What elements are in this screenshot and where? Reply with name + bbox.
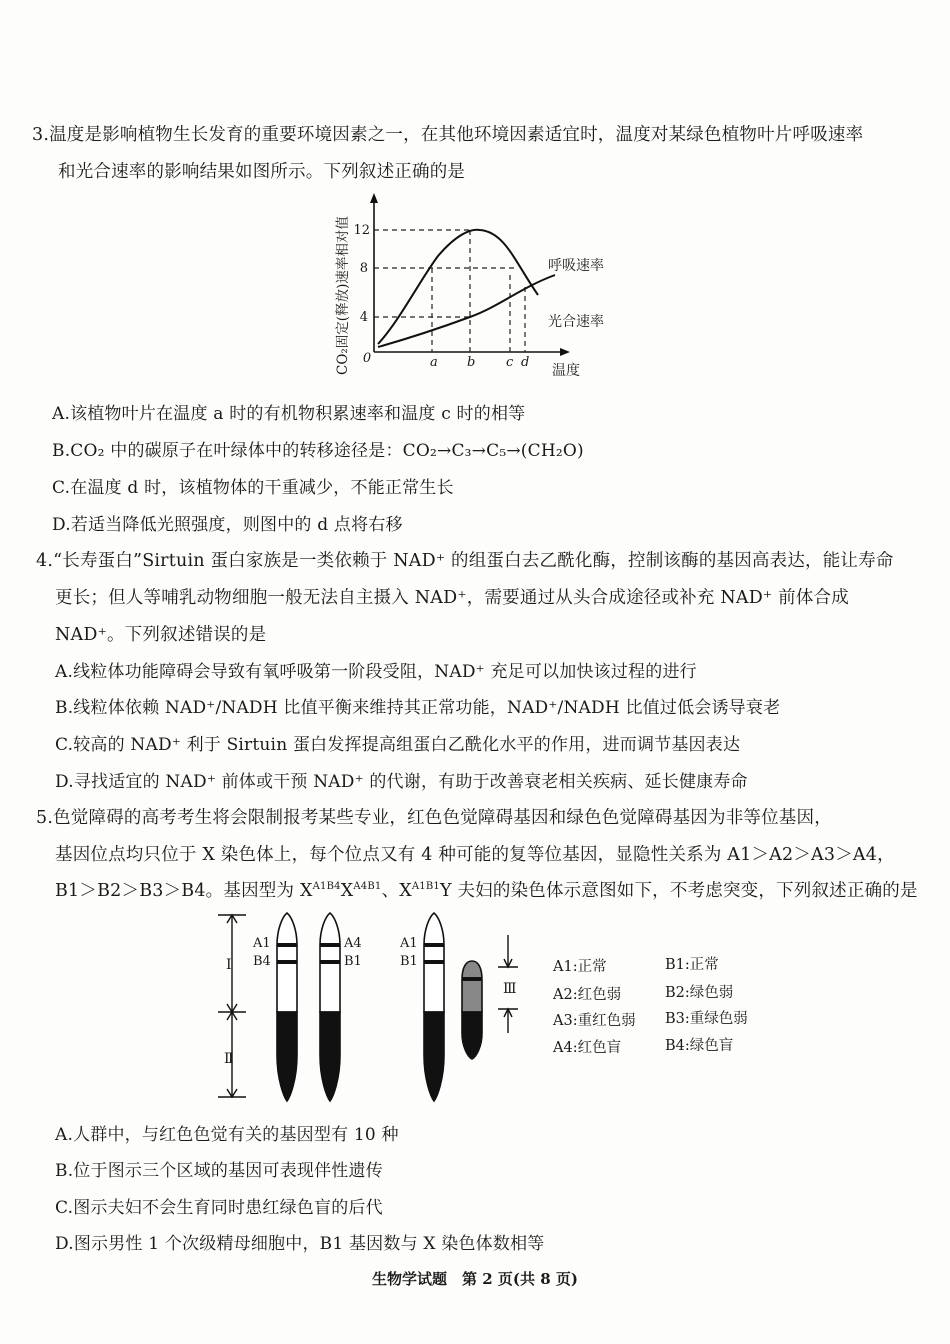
x-chromosome-1 [277,913,297,1101]
respiration-curve [378,230,538,344]
region-2-label: Ⅱ [224,1051,234,1067]
x-tick-a: a [430,355,438,370]
q3-stem-line2: 和光合速率的影响结果如图所示。下列叙述正确的是 [58,162,466,182]
q5-option-a: A.人群中，与红色色觉有关的基因型有 10 种 [55,1125,399,1145]
chromosome-diagram [200,905,530,1110]
chr3-label-top: A1 [400,936,418,951]
chr1-label-bottom: B4 [253,954,271,969]
q3-option-b: B.CO₂ 中的碳原子在叶绿体中的转移途径是：CO₂→C₃→C₅→(CH₂O) [52,441,584,461]
legend-a2: A2:红色弱 [553,987,622,1003]
q5-stem-line2: 基因位点均只位于 X 染色体上，每个位点又有 4 种可能的复等位基因，显隐性关系为 A1＞A2＞A3＞A4， [55,845,895,865]
legend-b3: B3:重绿色弱 [665,1011,748,1027]
q4-stem-line1: 4.“长寿蛋白”Sirtuin 蛋白家族是一类依赖于 NAD⁺ 的组蛋白去乙酰化酶，控制该酶的基因高表达，能让寿命 [36,551,894,571]
legend-b1: B1:正常 [665,957,719,973]
legend-a3: A3:重红色弱 [553,1013,636,1029]
y-chromosome [462,961,482,1059]
q4-option-c: C.较高的 NAD⁺ 利于 Sirtuin 蛋白发挥提高组蛋白乙酰化水平的作用，进而调节基因表达 [55,735,741,755]
q3-stem-line1: 3.温度是影响植物生长发育的重要环境因素之一，在其他环境因素适宜时，温度对某绿色植物叶片呼吸速率 [32,125,864,145]
q4-option-d: D.寻找适宜的 NAD⁺ 前体或干预 NAD⁺ 的代谢，有助于改善衰老相关疾病、延长健康寿命 [55,772,748,792]
q4-stem-line3: NAD⁺。下列叙述错误的是 [55,625,267,645]
legend-b4: B4:绿色盲 [665,1038,734,1054]
q3-option-d: D.若适当降低光照强度，则图中的 d 点将右移 [52,515,403,535]
chr1-label-top: A1 [253,936,271,951]
q4-stem-line2: 更长；但人等哺乳动物细胞一般无法自主摄入 NAD⁺，需要通过从头合成途径或补充 NAD⁺ 前体合成 [55,588,849,608]
q3-option-a: A.该植物叶片在温度 a 时的有机物积累速率和温度 c 时的相等 [52,404,526,424]
series-label-photosynthesis: 光合速率 [548,314,604,330]
y-axis-arrow [370,193,378,203]
x-chromosome-2 [320,913,340,1101]
page-footer: 生物学试题 第 2 页(共 8 页) [372,1270,578,1288]
q4-option-b: B.线粒体依赖 NAD⁺/NADH 比值平衡来维持其正常功能，NAD⁺/NADH 比值过低会诱导衰老 [55,698,781,718]
region-1-label: Ⅰ [226,957,232,973]
x-chromosome-3 [424,913,444,1101]
legend-b2: B2:绿色弱 [665,985,734,1001]
x-tick-c: c [506,355,514,370]
q5-stem-line1: 5.色觉障碍的高考考生将会限制报考某些专业，红色色觉障碍基因和绿色色觉障碍基因为非等位基因， [36,808,832,828]
y-tick-8: 8 [359,261,368,276]
q5-option-c: C.图示夫妇不会生育同时患红绿色盲的后代 [55,1198,383,1218]
region-3-label: Ⅲ [503,981,517,997]
chart-xlabel: 温度 [552,363,580,379]
x-axis-arrow [560,348,570,356]
chr3-label-bottom: B1 [400,954,418,969]
q5-option-d: D.图示男性 1 个次级精母细胞中，B1 基因数与 X 染色体数相等 [55,1234,545,1254]
chr2-label-top: A4 [344,936,362,951]
q5-option-b: B.位于图示三个区域的基因可表现伴性遗传 [55,1161,383,1181]
x-tick-d: d [521,355,530,370]
q3-option-c: C.在温度 d 时，该植物体的干重减少，不能正常生长 [52,478,454,498]
chr2-label-bottom: B1 [344,954,362,969]
series-label-respiration: 呼吸速率 [548,258,604,274]
chart-ylabel: CO₂固定(释放)速率相对值 [335,216,351,375]
y-tick-4: 4 [359,310,368,325]
legend-a4: A4:红色盲 [553,1040,622,1056]
q4-option-a: A.线粒体功能障碍会导致有氧呼吸第一阶段受阻，NAD⁺ 充足可以加快该过程的进行 [55,662,697,682]
q3-chart [320,190,640,385]
legend-a1: A1:正常 [553,959,607,975]
region-brackets [218,915,246,1097]
x-tick-b: b [467,355,476,370]
guide-lines [374,230,525,352]
q5-stem-line3: B1＞B2＞B3＞B4。基因型为 $X^{A1B4}X^{A4B1}$、$X^{A1B1}Y$ 夫妇的染色体示意图如下，不考虑突变，下列叙述正确的是 [55,881,918,901]
y-tick-12: 12 [353,223,370,238]
photosynthesis-curve [378,275,555,347]
y-tick-0: 0 [362,351,372,366]
